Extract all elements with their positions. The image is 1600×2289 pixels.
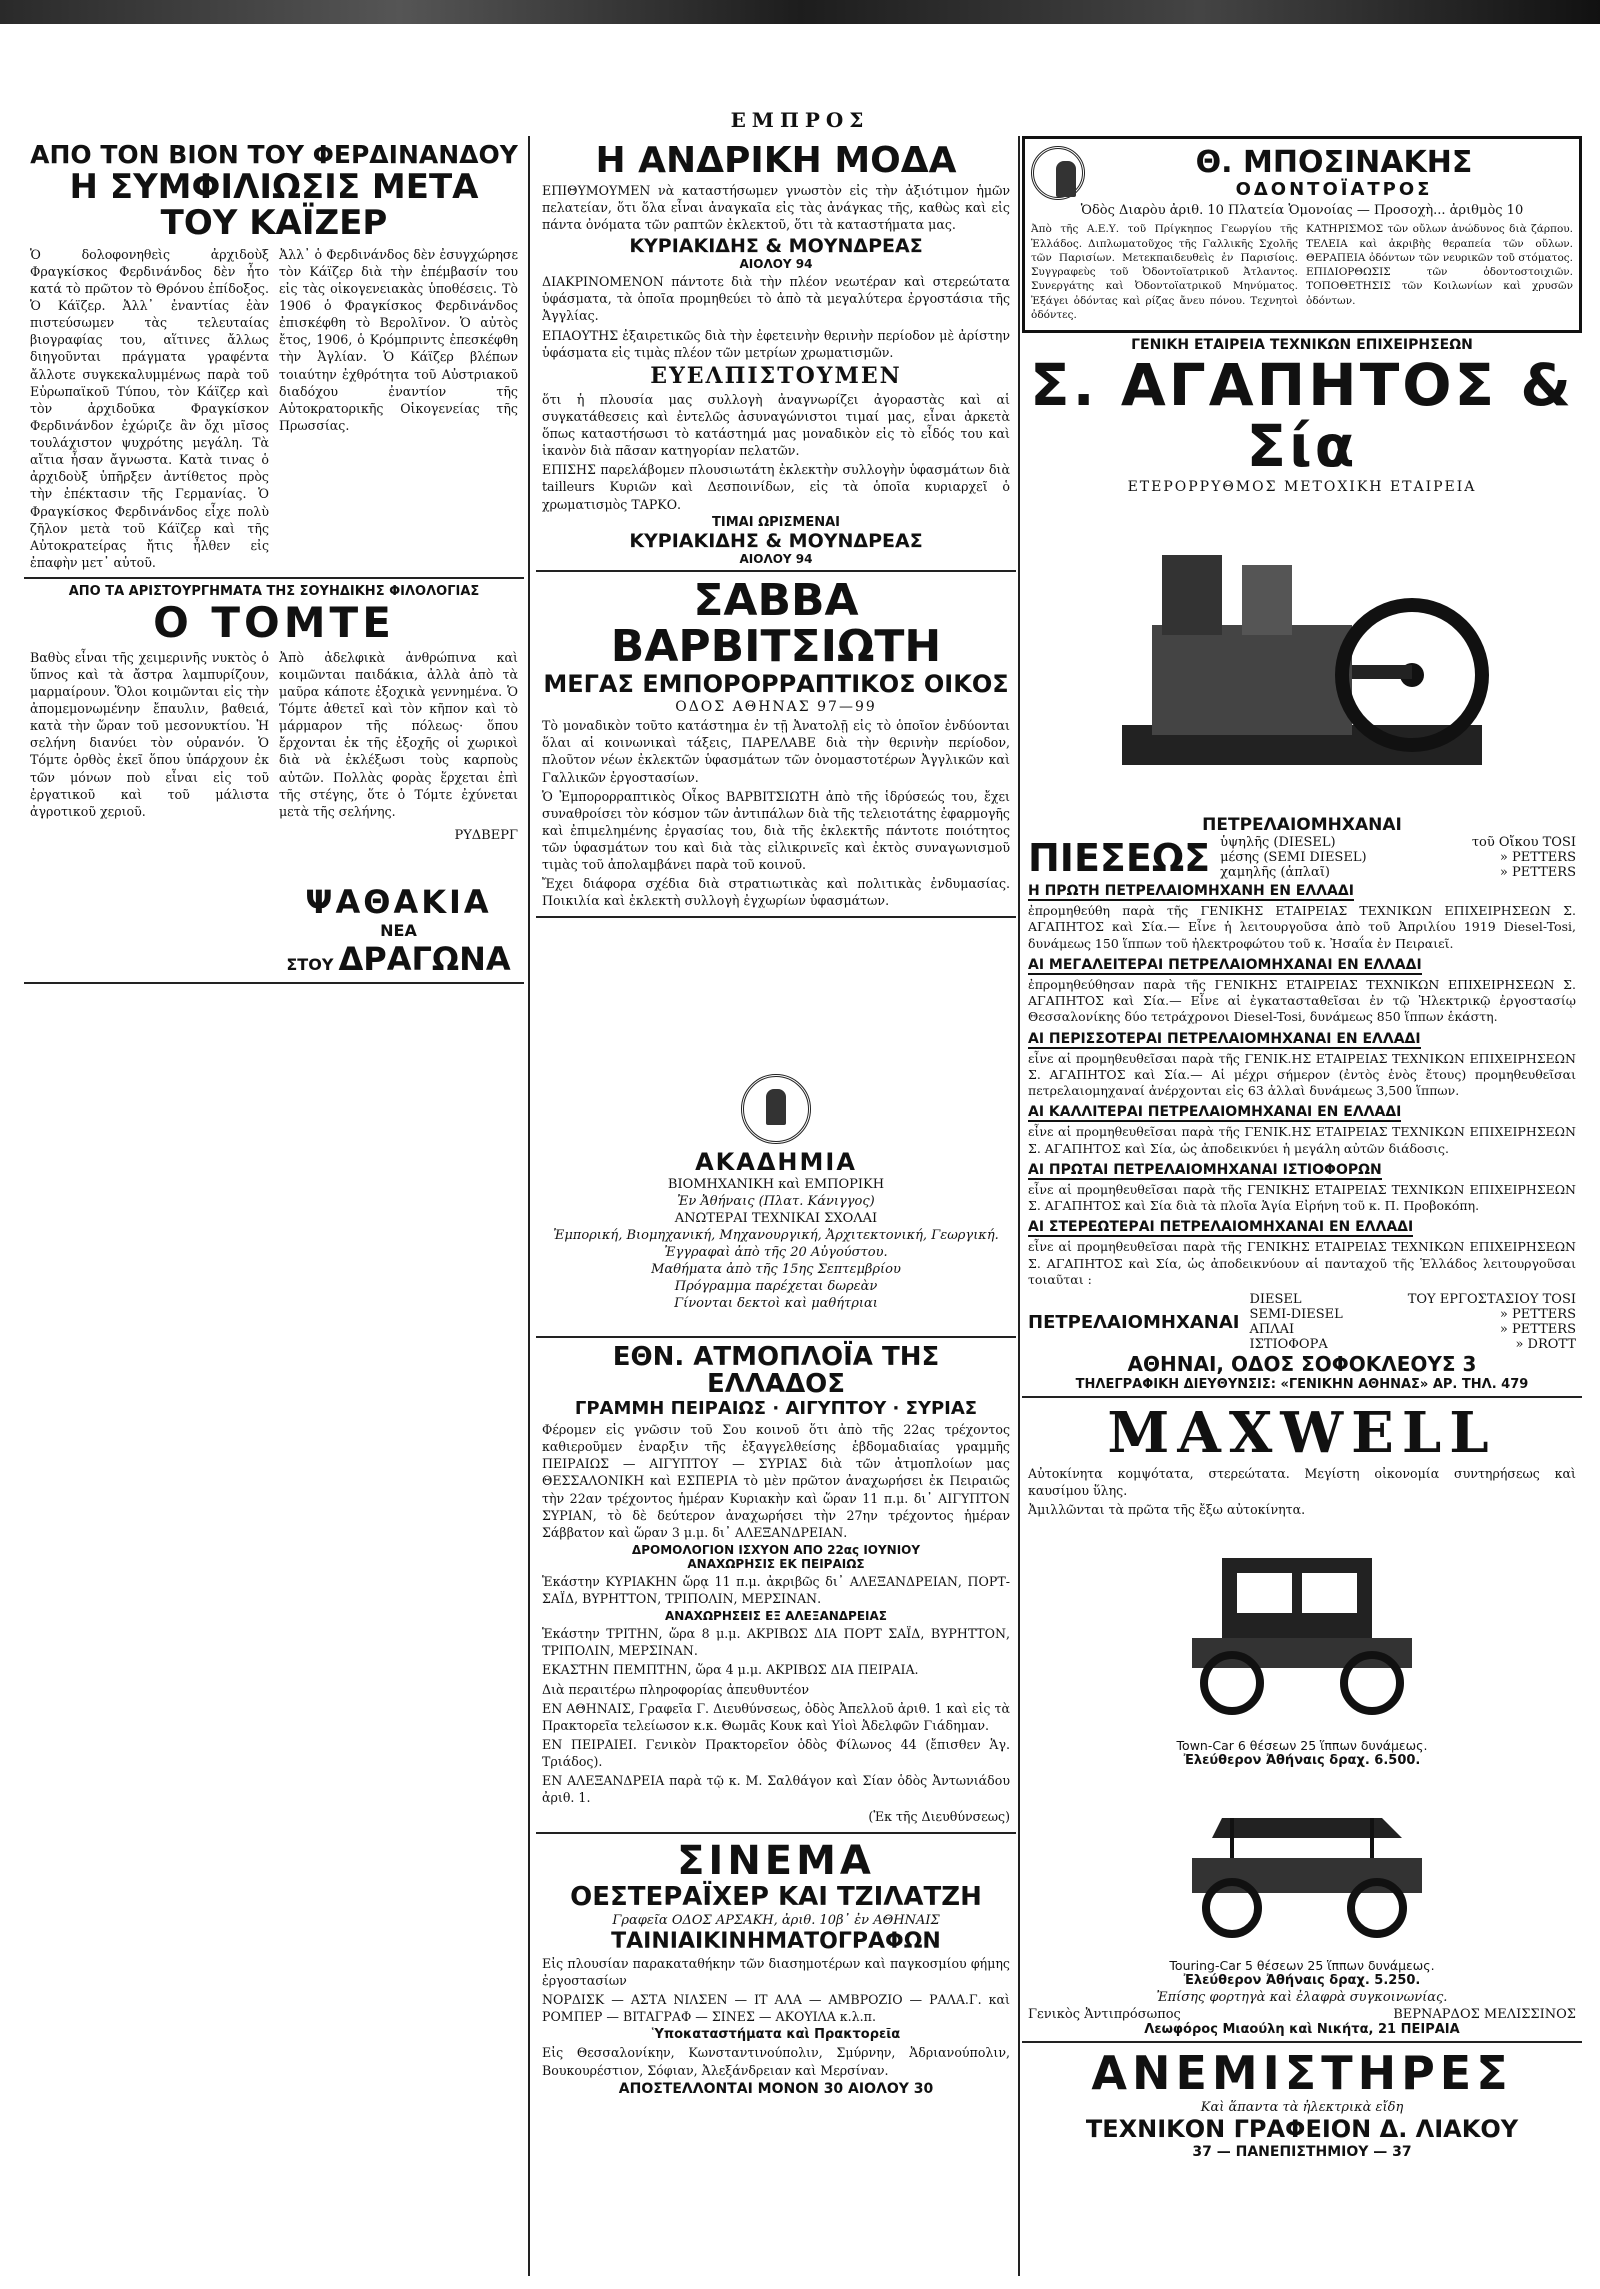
ad-title: Η ΑΝΔΡΙΚΗ ΜΟΔΑ [595, 140, 957, 181]
ad-title: Θ. ΜΠΟΣΙΝΑΚΗΣ [1195, 145, 1473, 180]
spec-row [1220, 850, 1576, 865]
ad-line: Γίνονται δεκτοὶ καὶ μαθήτριαι [674, 1295, 878, 1311]
table-row [1249, 1292, 1576, 1307]
ad-text: ΕΠΙΣΗΣ παρελάβομεν πλουσιωτάτη ἐκλεκτὴν συλλογὴν ὑφασμάτων διὰ tailleurs Κυριῶν καὶ Δεσποινίδων, εἰς τὰ ὁποῖα κυριαρχεῖ ὁ χρωματισμὸς ΤΑΡΚΟ. [542, 462, 1010, 512]
ad-title: ΑΝΕΜΙΣΤΗΡΕΣ [1091, 2046, 1513, 2101]
touring-car-illustration [1152, 1778, 1452, 1948]
ad-fans [1022, 2043, 1582, 2163]
table-row [1249, 1337, 1576, 1352]
top-scan-band [0, 0, 1600, 24]
ad-heading: ΑΙ ΣΤΕΡΕΩΤΕΡΑΙ ΠΕΤΡΕΛΑΙΟΜΗΧΑΝΑΙ ΕΝ ΕΛΛΑΔΙ [1028, 1219, 1414, 1236]
ad-subtitle: ΕΤΕΡΟΡΡΥΘΜΟΣ ΜΕΤΟΧΙΚΗ ΕΤΑΙΡΕΙΑ [1127, 479, 1477, 496]
ad-telegraph: ΤΗΛΕΓΡΑΦΙΚΗ ΔΙΕΥΘΥΝΣΙΣ: «ΓΕΝΙΚΗΝ ΑΘΗΝΑΣ» ΑΡ. ΤΗΛ. 479 [1075, 1377, 1529, 1393]
ad-text: Αὐτοκίνητα κομψότατα, στερεώτατα. Μεγίστη οἰκονομία συντηρήσεως καὶ καυσίμου ὕλης. [1028, 1465, 1576, 1498]
ad-heading: ΑΙ ΜΕΓΑΛΕΙΤΕΡΑΙ ΠΕΤΡΕΛΑΙΟΜΗΧΑΝΑΙ ΕΝ ΕΛΛΑΔΙ [1028, 956, 1422, 973]
ad-sign: (Ἐκ τῆς Διευθύνσεως) [868, 1809, 1010, 1825]
ad-shipping [536, 1338, 1016, 1834]
ad-address: Ὁδὸς Διαρὸυ ἀριθ. 10 Πλατεία Ὁμονοίας — Προσοχὴ... ἀριθμὸς 10 [1080, 203, 1524, 219]
ad-agapitos [1022, 333, 1582, 1398]
ad-body [1031, 220, 1573, 324]
column-middle [536, 136, 1016, 2276]
ad-address: ΑΘΗΝΑΙ, ΟΔΟΣ ΣΟΦΟΚΛΕΟΥΣ 3 [1127, 1352, 1477, 1377]
table-cell: ΑΠΛΑΙ [1249, 1322, 1295, 1338]
column-rule [528, 136, 530, 2276]
ad-subtitle: Καὶ ἅπαντα τὰ ἠλεκτρικὰ εἴδη [1200, 2099, 1404, 2115]
ad-address: 37 — ΠΑΝΕΠΙΣΤΗΜΙΟΥ — 37 [1192, 2143, 1412, 2160]
table-rows [1249, 1292, 1576, 1352]
car-caption: Touring-Car 5 θέσεων 25 ἵππων δυνάμεως. [1169, 1958, 1435, 1974]
article-text-right: Ἀπὸ ἀδελφικὰ ἀνθρώπινα καὶ κοιμῶνται παιδάκια, ἀλλὰ ἀπὸ τὰ μαῦρα κάποτε ἐξοχικὰ γεννημένα. Ὁ Τόμτε ἀθετεῖ καὶ τὸν κῆπον καὶ τὸ μάρμαρον τῆς πόλεως· ὅπου ἔρχονται ἐκ τῆς ἐξοχῆς οἱ χωρικοὶ διὰ νὰ ἐκλέξωσι τοὺς καρποὺς αὐτῶν. Πολλὰς φορὰς ἕρχεται ἐπὶ τῆς στέγης, ὅτε ὁ Τόμτε ἐχύνεται μετὰ τῆς σελήνης. [279, 649, 518, 819]
ad-text: Ἀμιλλῶνται τὰ πρῶτα τῆς ἔξω αὐτοκίνητα. [1028, 1502, 1306, 1518]
table-cell: » PETTERS [1499, 1307, 1576, 1323]
crest-icon [1031, 146, 1085, 200]
ad-academy [536, 918, 1016, 1338]
spec-value: » PETTERS [1499, 865, 1576, 881]
oil-engine-illustration [1092, 505, 1512, 805]
article-text-left: Ὁ δολοφονηθεὶς ἀρχιδοὺξ Φραγκίσκος Φερδινάνδος δὲν ἦτο κατά τὸ πρῶτον τὸ Θρόνου ἐπίδοξος. Ὁ Κάϊζερ. Ἀλλ᾽ ἐναντίας ἐὰν πιστεύσωμεν τὰς τελευταίας βιογραφίας του, αἵτινες ἄλλως διηγοῦνται πράγματα γραφέντα ἄλλοτε συγκεκαλυμμένως παρὰ τοῦ Εὐρωπαϊκοῦ Τύπου, τὸν Κάϊζερ καὶ τὸν ἀρχιδοῦκα Φραγκίσκον Φερδινάνδον ἐχώριζε ἂν ὄχι μῖσος τουλάχιστον ψυχρότης μεγάλη. Τὰ αἴτια ἦσαν ἄγνωστα. Κατὰ τινας ὁ ἀρχιδοὺξ ὑπῆρξεν ἀντίθετος πρὸς τὴν ἐπέκτασιν τῆς Γερμανίας. Ὁ Φραγκίσκος Φερδινάνδος εἶχε πολὺ ζῆλον μετὰ τοῦ Κάϊζερ καὶ τῆς Αὐτοκρατείρας ἤτις ἦλθεν εἰς ἐπαφὴν μετ᾽ αὐτοῦ. [30, 246, 269, 570]
article-body [30, 244, 518, 573]
agent-row [1028, 2007, 1576, 2022]
article-right-column [279, 647, 518, 978]
ad-header [1031, 145, 1573, 201]
agent-label: Γενικὸς Ἀντιπρόσωπος [1028, 2007, 1181, 2023]
ad-firm: ΤΕΧΝΙΚΟΝ ΓΡΑΦΕΙΟΝ Δ. ΛΙΑΚΟΥ [1085, 2114, 1519, 2143]
table-cell: DIESEL [1249, 1292, 1302, 1308]
ad-text: Τὸ μοναδικὸν τοῦτο κατάστημα ἐν τῇ Ἀνατολῇ εἰς τὸ ὁποῖον ἐνδύονται ὅλαι αἱ κοινωνικαὶ τάξεις, ΠΑΡΕΛΑΒΕ διὰ τὴν θερινὴν περίοδον, πλοῦτον νέων ἐκλεκτῶν ὑφασμάτων τῶν ὀνομαστοτέρων Ἀγγλικῶν καὶ Γαλλικῶν ἐργοστασίων. [542, 718, 1010, 785]
car-price: Ἐλεύθερον Ἀθήναις δραχ. 6.500. [1183, 1753, 1421, 1769]
ad-spec-row [1028, 835, 1576, 880]
ad-text: εἶνε αἱ προμηθευθεῖσαι παρὰ τῆς ΓΕΝΙΚ.ΗΣ ΕΤΑΙΡΕΙΑΣ ΤΕΧΝΙΚΩΝ ΕΠΙΧΕΙΡΗΣΕΩΝ Σ. ΑΓΑΠΗΤΟΣ καὶ Σία, ὡς ἀποδεικνύει ἡ μεγάλη αὐτῶν διάδοσις. [1028, 1124, 1576, 1156]
article-text-left: Βαθὺς εἶναι τῆς χειμερινῆς νυκτὸς ὁ ὕπνος καὶ τὰ ἄστρα λαμπυρίζουν, μαρμαίρουν. Ὅλοι κοιμῶνται εἰς τὴν ἀπομεμονωμένην ἔπαυλιν, βαθειά, κατὰ τὴν ὥραν τοῦ μεσονυκτίου. Ἡ σελήνη διανύει τὸν οὐρανόν. Ὁ Τόμτε ὀρθὸς ἐκεῖ ὅπου ὑπάρχουν ἐκ τῶν μόνων ποὺ εἶναι εἰς τοῦ ἐργατικοῦ καὶ τοῦ μάλιστα ἀγροτικοῦ χεριοῦ. [30, 649, 269, 819]
ad-heading: ΔΡΟΜΟΛΟΓΙΟΝ ΙΣΧΥΟΝ ΑΠΟ 22ας ΙΟΥΝΙΟΥ [631, 1542, 921, 1557]
ad-mens-fashion [536, 136, 1016, 572]
table-row [1249, 1307, 1576, 1322]
article-title: Ο ΤΟΜΤΕ [153, 597, 395, 647]
spec-value: » PETTERS [1499, 850, 1576, 866]
table-label: ΠΕΤΡΕΛΑΙΟΜΗΧΑΝΑΙ [1028, 1311, 1240, 1333]
ad-pieseos: ΠΙΕΣΕΩΣ [1028, 835, 1211, 880]
ad-title: ΑΚΑΔΗΜΙΑ [695, 1147, 857, 1176]
ad-footer: ΑΠΟΣΤΕΛΛΟΝΤΑΙ ΜΟΝΟΝ 30 ΑΙΟΛΟΥ 30 [618, 2080, 934, 2097]
article-title: Η ΣΥΜΦΙΛΙΩΣΙΣ ΜΕΤΑ ΤΟΥ ΚΑΪΖΕΡ [69, 167, 479, 243]
crown-emblem-icon [741, 1074, 811, 1144]
ad-cinema [536, 1834, 1016, 2101]
spec-row [1220, 835, 1576, 850]
ad-text: ΕΝ ΑΘΗΝΑΙΣ, Γραφεῖα Γ. Διευθύνσεως, ὁδὸς Ἀπελλοῦ ἀριθ. 1 καὶ εἰς τὰ Πρακτορεῖα τελείωσον κ.κ. Θωμᾶς Κουκ καὶ Υἱοὶ Ἀδελφῶν Γιάδημαν. [542, 1700, 1010, 1733]
ad-text: Ἐπίσης φορτηγὰ καὶ ἐλαφρὰ συγκοινωνίας. [1156, 1990, 1448, 2006]
ad-text: εἶνε αἱ προμηθευθεῖσαι παρὰ τῆς ΓΕΝΙΚΗΣ ΕΤΑΙΡΕΙΑΣ ΤΕΧΝΙΚΩΝ ΕΠΙΧΕΙΡΗΣΕΩΝ Σ. ΑΓΑΠΗΤΟΣ καὶ Σία διὰ τὰ πλοῖα Ἁγία Εἰρήνη τοῦ κ. Π. Προβοκόπη. [1028, 1181, 1576, 1214]
ad-text: ΕΠΙΘΥΜΟΥΜΕΝ νὰ καταστήσωμεν γνωστὸν εἰς τὴν ἀξιότιμον ἡμῶν πελατείαν, ὅτι ὅλα εἶναι ἀναγκαῖα εἰς τὰς ἀνάγκας τῆς, καθὼς καὶ εἰς πάντα ὀνόματα τῶν ραπτῶν ἐκλεκτοῦ, ὅτι τὰ καταστήματα μας. [542, 182, 1010, 233]
ad-text: Φέρομεν εἰς γνῶσιν τοῦ Σου κοινοῦ ὅτι ἀπὸ τῆς 22ας τρέχοντος καθιεροῦμεν ἐναρξιν τῆς ἐξαγγελθείσης ἑβδομαδιαίας γραμμῆς ΠΕΙΡΑΙΩΣ — ΑΙΓΥΠΤΟΥ — ΣΥΡΙΑΣ διὰ τῶν ἀτμοπλοίων μας ΘΕΣΣΑΛΟΝΙΚΗ καὶ ΕΣΠΕΡΙΑ τὸ μὲν πρῶτον ἀναχωρήσει ἐκ Πειραιῶς τὴν 22αν τρέχοντος ἡμέραν Κυριακὴν καὶ ὥραν 11 π.μ. δι᾽ ΑΙΓΥΠΤΟΝ ΣΥΡΙΑΝ, τὸ δὲ δεύτερον ἀναχωρήσει τὴν 27ην τρέχοντος ἡμέραν Σάββατον καὶ ὥραν 3 μ.μ. δι᾽ ΑΛΕΞΑΝΔΡΕΙΑΝ. [542, 1422, 1010, 1540]
ad-subtitle: ΜΕΓΑΣ ΕΜΠΟΡΟΡΡΑΠΤΙΚΟΣ ΟΙΚΟΣ [543, 670, 1009, 699]
ad-text: Εἰς πλουσίαν παρακαταθήκην τῶν διασημοτέρων καὶ παγκοσμίου φήμης ἐργοστασίων [542, 1955, 1010, 1989]
table-cell: ΙΣΤΙΟΦΟΡΑ [1249, 1337, 1328, 1353]
column-left [24, 136, 524, 2276]
ad-line: Πρόγραμμα παρέχεται δωρεὰν [674, 1278, 878, 1294]
ad-dentist [1022, 136, 1582, 333]
ad-heading: ΑΝΑΧΩΡΗΣΕΙΣ ΕΞ ΑΛΕΞΑΝΔΡΕΙΑΣ [664, 1609, 887, 1624]
ad-text: ΕΝ ΑΛΕΞΑΝΔΡΕΙΑ παρὰ τῷ κ. Μ. Σαλθάγον καὶ Σίαν ὁδὸς Ἀντωνιάδου ἀριθ. 1. [542, 1773, 1010, 1806]
ad-text: ΔΙΑΚΡΙΝΟΜΕΝΟΝ πάντοτε διὰ τὴν πλέον νεωτέραν καὶ στερεώτατα ὑφάσματα, τὰ ὁποῖα προμηθεύει τὸ ἀπὸ τὰ μεγαλύτερα ἐργοστάσια τῆς Ἀγγλίας. [542, 274, 1010, 324]
table-cell: SEMI-DIESEL [1249, 1307, 1343, 1323]
ad-line: ΒΙΟΜΗΧΑΝΙΚΗ καὶ ΕΜΠΟΡΙΚΗ [667, 1176, 885, 1192]
ad-line: ΣΤΟΥ [286, 954, 334, 974]
ad-text: ΕΝ ΠΕΙΡΑΙΕΙ. Γενικὸν Πρακτορεῖον ὁδὸς Φίλωνος 44 (ἔπισθεν Ἁγ. Τριάδος). [542, 1736, 1010, 1770]
ad-top: ΓΕΝΙΚΗ ΕΤΑΙΡΕΙΑ ΤΕΧΝΙΚΩΝ ΕΠΙΧΕΙΡΗΣΕΩΝ [1131, 337, 1473, 354]
ad-subtitle: ΕΥΕΛΠΙΣΤΟΥΜΕΝ [650, 362, 902, 389]
ad-address: Γραφεῖα ΟΔΟΣ ΑΡΣΑΚΗ, ἀριθ. 10β᾽ ἐν ΑΘΗΝΑΙΣ [612, 1912, 940, 1928]
ad-text: εἶνε αἱ προμηθευθεῖσαι παρὰ τῆς ΓΕΝΙΚΗΣ ΕΤΑΙΡΕΙΑΣ ΤΕΧΝΙΚΩΝ ΕΠΙΧΕΙΡΗΣΕΩΝ Σ. ΑΓΑΠΗΤΟΣ καὶ Σία, ὡς ἀποδεικνύουν αἱ πανταχοῦ τῆς Ἑλλάδος λειτουργοῦσαι τοιαῦται : [1028, 1239, 1576, 1287]
ad-text: ΕΚΑΣΤΗΝ ΠΕΜΠΤΗΝ, ὥρα 4 μ.μ. ΑΚΡΙΒΩΣ ΔΙΑ ΠΕΙΡΑΙΑ. [542, 1662, 919, 1678]
ad-text: Ἔχει διάφορα σχέδια διὰ στρατιωτικὰς καὶ πολιτικὰς ἐνδυμασίας. Ποικιλία καὶ ἐκλεκτὴ συλλογὴ ἐγχωρίων ὑφασμάτων. [542, 876, 1010, 909]
ad-header-text [1095, 145, 1573, 201]
ad-line: ΝΕΑ [380, 920, 417, 940]
ad-subtitle: ΟΕΣΤΕΡΑΪΧΕΡ ΚΑΙ ΤΖΙΛΑΤΖΗ [570, 1881, 982, 1912]
car-price: Ἐλεύθερον Ἀθήναις δραχ. 5.250. [1183, 1973, 1421, 1989]
ad-maxwell [1022, 1398, 1582, 2043]
spec-label: χαμηλῆς (ἁπλαῖ) [1220, 865, 1330, 881]
ad-heading: ΑΙ ΠΡΩΤΑΙ ΠΕΤΡΕΛΑΙΟΜΗΧΑΝΑΙ ΙΣΤΙΟΦΟΡΩΝ [1028, 1161, 1382, 1178]
spec-label: ὑψηλῆς (DIESEL) [1220, 835, 1336, 851]
ad-text: Ἑκάστην ΤΡΙΤΗΝ, ὥρα 8 μ.μ. ΑΚΡΙΒΩΣ ΔΙΑ ΠΟΡΤ ΣΑΪΔ, ΒΥΡΗΤΤΟΝ, ΤΡΙΠΟΛΙΝ, ΜΕΡΣΙΝΑΝ. [542, 1626, 1010, 1659]
article-kicker: ΑΠΟ ΤΟΝ ΒΙΟΝ ΤΟΥ ΦΕΡΔΙΝΑΝΔΟΥ [30, 140, 518, 169]
article-body [30, 647, 518, 978]
town-car-drawing [1152, 1528, 1452, 1728]
ad-varvitsioti [536, 572, 1016, 918]
ad-caption: ΠΕΤΡΕΛΑΙΟΜΗΧΑΝΑΙ [1202, 815, 1402, 836]
ad-title: MAXWELL [1107, 1400, 1497, 1467]
ad-text-left: Ἀπὸ τῆς Α.Ε.Υ. τοῦ Πρίγκηπος Γεωργίου τῆς Ἑλλάδος. Διπλωματοῦχος τῆς Γαλλικῆς Σχολῆς τῶν Παρισίων. Μετεκπαιδευθεὶς ἐν Παρισίοις. Συγγραφεὺς τοῦ Ὀδοντοϊατρικοῦ Ἀτλαντος. Συνεργάτης καὶ Ὀδοντοϊατρικοῦ Μηνύματος. Ἐξάγει ὀδόντας καὶ ρίζας ἄνευ πόνου. Τεχνητοὶ ὀδόντες. [1031, 223, 1298, 321]
spec-value: τοῦ Οἴκου TOSI [1471, 835, 1576, 851]
spec-list [1220, 835, 1576, 880]
engine-table [1028, 1292, 1576, 1352]
table-cell: » DROTT [1515, 1337, 1576, 1353]
ad-text: ὅτι ἡ πλουσία μας συλλογὴ ἀναγνωρίζει ἀγοραστὰς καὶ αἱ συγκατάθεσεις καὶ ἐντελῶς ἀσυναγώνιστοι τιμαί μας, εἶναι ἀρκετὰ ὅπως καταστήσωσι τὸ κατάστημά μας μοναδικὸν εἰς τὸ εἶδός του καὶ ἱκανὸν διὰ πᾶσαν κατηγορίαν πελατῶν. [542, 391, 1010, 459]
ad-title: ΕΘΝ. ΑΤΜΟΠΛΟΪΑ ΤΗΣ ΕΛΛΑΔΟΣ [612, 1341, 940, 1399]
agent-address: Λεωφόρος Μιαούλη καὶ Νικήτα, 21 ΠΕΙΡΑΙΑ [1144, 2022, 1460, 2038]
spec-row [1220, 865, 1576, 880]
ad-heading: ΑΝΑΧΩΡΗΣΙΣ ΕΚ ΠΕΙΡΑΙΩΣ [687, 1556, 865, 1571]
column-right [1022, 136, 1582, 2276]
article-ferdinand [24, 136, 524, 579]
ad-line: ΑΝΩΤΕΡΑΙ ΤΕΧΝΙΚΑΙ ΣΧΟΛΑΙ [674, 1210, 878, 1226]
spec-label: μέσης (SEMI DIESEL) [1220, 850, 1367, 866]
ad-address: ΑΙΟΛΟΥ 94 [739, 551, 813, 566]
car-caption: Town-Car 6 θέσεων 25 ἵππων δυνάμεως. [1176, 1738, 1428, 1754]
ad-title: ΣΙΝΕΜΑ [677, 1837, 875, 1884]
ad-heading: Η ΠΡΩΤΗ ΠΕΤΡΕΛΑΙΟΜΗΧΑΝΗ ΕΝ ΕΛΛΑΔΙ [1028, 883, 1354, 900]
ad-line: Ἐμπορική, Βιομηχανική, Μηχανουργική, Ἀρχιτεκτονική, Γεωργική. [553, 1227, 999, 1243]
town-car-illustration [1152, 1528, 1452, 1728]
table-row [1249, 1322, 1576, 1337]
ad-text: ΕΠΑΟΥΤΗΣ ἐξαιρετικῶς διὰ τὴν ἐφετεινὴν θερινὴν περίοδον μὲ ἀρίστην ὑφάσματα εἰς τιμὰς πλέον τῶν μετρίων χρωματισμῶν. [542, 327, 1010, 360]
engine-drawing [1092, 505, 1512, 805]
ad-heading: ΑΙ ΚΑΛΛΙΤΕΡΑΙ ΠΕΤΡΕΛΑΙΟΜΗΧΑΝΑΙ ΕΝ ΕΛΛΑΔΙ [1028, 1104, 1402, 1121]
ad-text: εἶνε αἱ προμηθευθεῖσαι παρὰ τῆς ΓΕΝΙΚ.ΗΣ ΕΤΑΙΡΕΙΑΣ ΤΕΧΝΙΚΩΝ ΕΠΙΧΕΙΡΗΣΕΩΝ Σ. ΑΓΑΠΗΤΟΣ καὶ Σία.— Αἱ μέχρι σήμερον (ἐντὸς ἑνὸς ἔτους) προμηθευθεῖσαι πετρελαιομηχαναί ἀνέρχονται εἰς 63 ἀλλαὶ δυνάμεως 3,500 ἵππων. [1028, 1050, 1576, 1099]
column-rule [1018, 136, 1020, 2276]
table-cell: ΤΟΥ ΕΡΓΟΣΤΑΣΙΟΥ TOSI [1407, 1292, 1576, 1308]
table-cell: » PETTERS [1499, 1322, 1576, 1338]
ad-heading: ΑΙ ΠΕΡΙΣΣΟΤΕΡΑΙ ΠΕΤΡΕΛΑΙΟΜΗΧΑΝΑΙ ΕΝ ΕΛΛΑΔΙ [1028, 1030, 1421, 1047]
ad-line: Μαθήματα ἀπὸ τῆς 15ης Σεπτεμβρίου [651, 1261, 901, 1277]
ad-title: Σ. ΑΓΑΠΗΤΟΣ & Σία [1030, 351, 1574, 481]
touring-car-drawing [1152, 1778, 1452, 1948]
ad-firm: ΚΥΡΙΑΚΙΔΗΣ & ΜΟΥΝΔΡΕΑΣ [629, 235, 923, 258]
ad-psathakia [279, 883, 518, 978]
ad-street: ΟΔΟΣ ΑΘΗΝΑΣ 97—99 [675, 699, 877, 716]
ad-firm: ΚΥΡΙΑΚΙΔΗΣ & ΜΟΥΝΔΡΕΑΣ [629, 529, 923, 552]
ad-line: Ἐγγραφαὶ ἀπὸ τῆς 20 Αὐγούστου. [664, 1244, 888, 1260]
ad-text: Ὁ Ἐμπορορραπτικὸς Οἶκος ΒΑΡΒΙΤΣΙΩΤΗ ἀπὸ τῆς ἱδρύσεώς του, ἔχει συναθροίσει τὸν κόσμον τῶν ἀντιπάλων διὰ τῆς τελειοτάτης ἐφαρμογῆς καὶ ἐπιμελημένης ἐργασίας του, διὰ τῆς ἐκλεκτῆς πάντοτε ποιότητος τῶν ὑφασμάτων του καὶ διὰ τὰς εἰλικρινεῖς καὶ ἐκτὸς συναγωνισμοῦ τιμὰς τοῦ ἀπολαμβάνει παρὰ τοῦ κοινοῦ. [542, 788, 1010, 873]
ad-heading: Ὑποκαταστήματα καὶ Πρακτορεῖα [651, 2027, 901, 2043]
ad-subtitle: ΟΔΟΝΤΟΪΑΤΡΟΣ [1235, 178, 1433, 200]
article-author: ΡΥΔΒΕΡΓ [454, 827, 518, 843]
ad-text: Διὰ περαιτέρω πληροφορίας ἀπευθυντέον [542, 1681, 810, 1697]
ad-text-right: ΚΑΤΗΡΙΣΜΟΣ τῶν οὔλων ἀνώδυνος διὰ ζάρπου. ΤΕΛΕΙΑ καὶ ἀκριβὴς θεραπεία τῶν οὔλων. ΘΕΡΑΠΕΙΑ ὀδόντων τῶν νευρικῶν τοῦ στόματος. ΕΠΙΔΙΟΡΘΩΣΙΣ τῶν ὀδοντοστοιχιῶν. ΤΟΠΟΘΕΤΗΣΙΣ τῶν Κοιλωνίων καὶ χρυσῶν ὀδόντων. [1306, 223, 1573, 307]
ad-route: ΓΡΑΜΜΗ ΠΕΙΡΑΙΩΣ · ΑΙΓΥΠΤΟΥ · ΣΥΡΙΑΣ [574, 1398, 978, 1420]
ad-text: ΝΟΡΔΙΣΚ — ΑΣΤΑ ΝΙΛΣΕΝ — ΙΤ ΑΛΑ — ΑΜΒΡΟΖΙΟ — ΡΑΛΑ.Γ. καὶ ΡΟΜΠΕΡ — ΒΙΤΑΓΡΑΦ — ΣΙΝΕΣ — ΑΚΟΥΙΛΑ κ.λ.π. [542, 1992, 1010, 2025]
ad-prices: ΤΙΜΑΙ ΩΡΙΣΜΕΝΑΙ [712, 514, 840, 530]
article-text-right: Ἀλλ᾽ ὁ Φερδινάνδος δὲν ἐσυγχώρησε τὸν Κάϊζερ διὰ τὴν ἐπέμβασίν του εἰς τὰς οἰκογενειακὰς ὑποθέσεις. Τὸ 1906 ὁ Φραγκίσκος Φερδινάνδος ἐπισκέφθη τὸ Βερολῖνον. Ὁ αὐτὸς ἔτος, 1906, ὁ Κρόμπριντς ἐπεσκέφθη τὴν Ἀγλίαν. Ὁ Κάϊζερ βλέπων τοιαύτην ἐχθρότητα τοῦ Αὐστριακοῦ διαδόχου ἐναντίον τῆς Αὐτοκρατορικῆς Οἰκογενείας τῆς Πρωσσίας. [279, 246, 518, 433]
ad-text: Εἰς Θεσσαλονίκην, Κωνσταντινούπολιν, Σμύρνην, Ἀδριανούπολιν, Βουκουρέστιον, Σόφιαν, Ἀλεξάνδρειαν καὶ Μερσίναν. [542, 2045, 1010, 2078]
masthead: ΕΜΠΡΟΣ [730, 108, 870, 132]
article-kicker: ΑΠΟ ΤΑ ΑΡΙΣΤΟΥΡΓΗΜΑΤΑ ΤΗΣ ΣΟΥΗΔΙΚΗΣ ΦΙΛΟΛΟΓΙΑΣ [68, 584, 480, 599]
agent-name: ΒΕΡΝΑΡΔΟΣ ΜΕΛΙΣΣΙΝΟΣ [1393, 2007, 1576, 2023]
ad-text: ἐπρομηθεύθη παρὰ τῆς ΓΕΝΙΚΗΣ ΕΤΑΙΡΕΙΑΣ ΤΕΧΝΙΚΩΝ ΕΠΙΧΕΙΡΗΣΕΩΝ Σ. ΑΓΑΠΗΤΟΣ καὶ Σία.— Εἶνε ἡ λειτουργοῦσα ἀπὸ τοῦ Ἀπριλίου 1919 Diesel-Tosi, δυνάμεως 150 ἵππων τοῦ ἠλεκτροφώτου τοῦ κ. Ἠσαΐα ἐν Πειραιεῖ. [1028, 903, 1576, 951]
ad-line: ΨΑΘΑΚΙΑ [305, 882, 492, 921]
ad-address: ΑΙΟΛΟΥ 94 [739, 257, 813, 272]
article-tomte [24, 579, 524, 984]
ad-line: Ἐν Ἀθήναις (Πλατ. Κάνιγγος) [677, 1193, 875, 1209]
ad-title: ΣΑΒΒΑ ΒΑΡΒΙΤΣΙΩΤΗ [610, 574, 942, 672]
ad-subtitle: ΤΑΙΝΙΑΙΚΙΝΗΜΑΤΟΓΡΑΦΩΝ [611, 1928, 941, 1954]
ad-text: Ἑκάστην ΚΥΡΙΑΚΗΝ ὥρᾳ 11 π.μ. ἀκριβῶς δι᾽ ΑΛΕΞΑΝΔΡΕΙΑΝ, ΠΟΡΤ-ΣΑΪΔ, ΒΥΡΗΤΤΟΝ, ΤΡΙΠΟΛΙΝ, ΜΕΡΣΙΝΑΝ. [542, 1573, 1010, 1607]
ad-text: ἐπρομηθεύθησαν παρὰ τῆς ΓΕΝΙΚΗΣ ΕΤΑΙΡΕΙΑΣ ΤΕΧΝΙΚΩΝ ΕΠΙΧΕΙΡΗΣΕΩΝ Σ. ΑΓΑΠΗΤΟΣ καὶ Σία.— Εἶνε αἱ ἐγκατασταθεῖσαι ἐν τῷ Ἠλεκτρικῷ ἐργοστασίῳ Θεσσαλονίκης δύο τετράχρονοι Diesel-Tosi, δυνάμεως 850 ἵππων ἑκάστη. [1028, 976, 1576, 1025]
ad-line: ΔΡΑΓΩΝΑ [338, 939, 511, 978]
